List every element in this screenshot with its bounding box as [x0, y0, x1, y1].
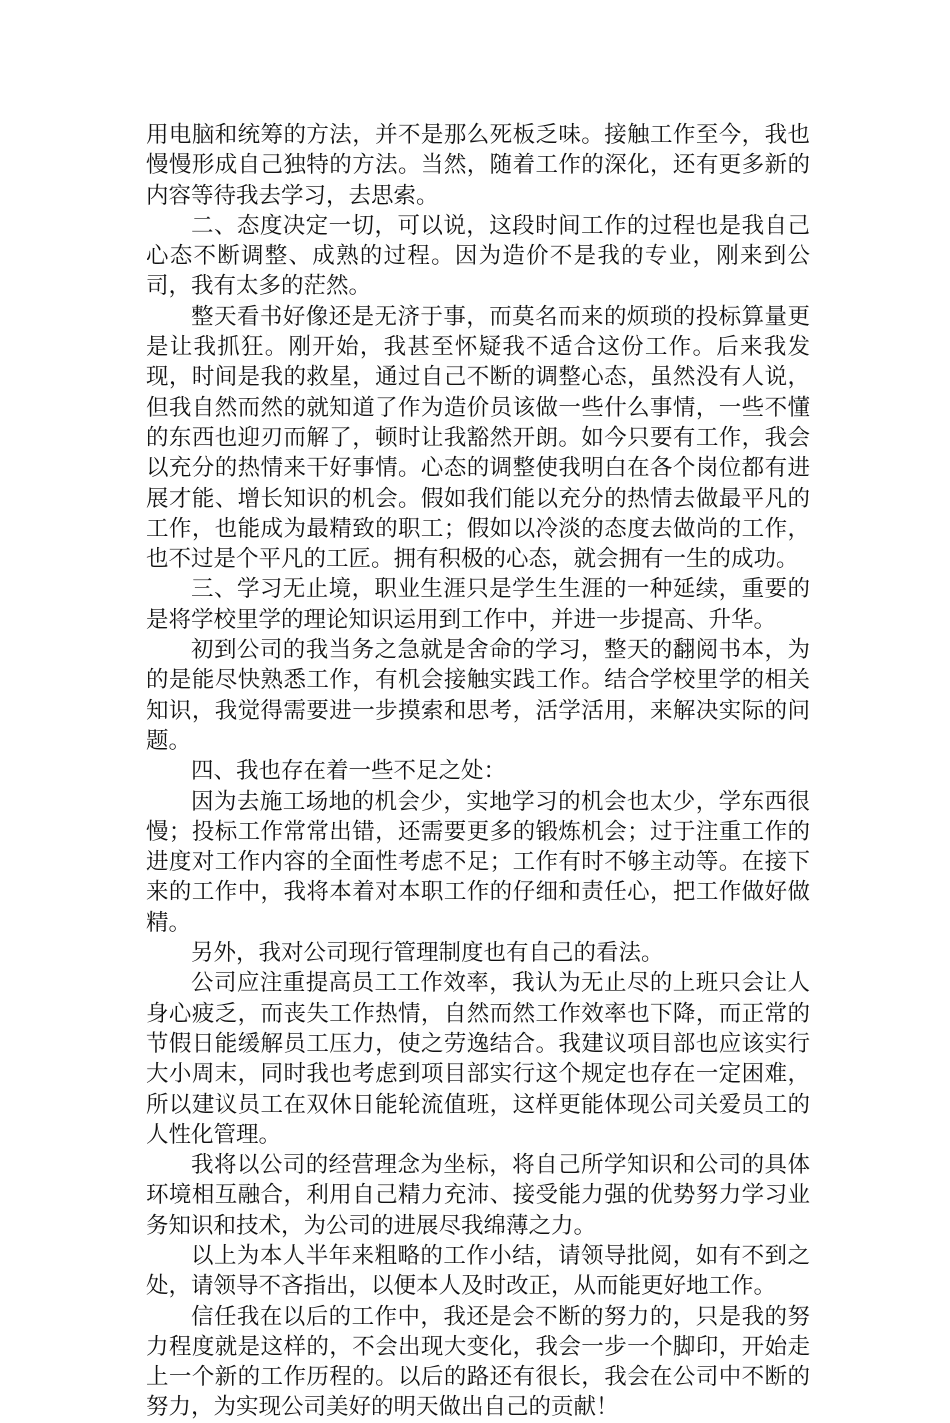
- paragraph-7: 因为去施工场地的机会少，实地学习的机会也太少，学东西很慢；投标工作常常出错，还需要更多的锻炼机会；过于注重工作的进度对工作内容的全面性考虑不足；工作有时不够主动等。在接下来的工作中，我将本着对本职工作的仔细和责任心，把工作做好做精。: [146, 788, 810, 936]
- paragraph-9: 公司应注重提高员工工作效率，我认为无止尽的上班只会让人身心疲乏，而丧失工作热情，自然而然工作效率也下降，而正常的节假日能缓解员工压力，使之劳逸结合。我建议项目部也应该实行大小周末，同时我也考虑到项目部实行这个规定也存在一定困难，所以建议员工在双休日能轮流值班，这样更能体现公司关爱员工的人性化管理。: [146, 970, 810, 1148]
- document-body: [146, 120, 810, 1423]
- paragraph-3: 整天看书好像还是无济于事，而莫名而来的烦琐的投标算量更是让我抓狂。刚开始，我甚至怀疑我不适合这份工作。后来我发现，时间是我的救星，通过自己不断的调整心态，虽然没有人说，但我自然而然的就知道了作为造价员该做一些什么事情，一些不懂的东西也迎刃而解了，顿时让我豁然开朗。如今只要有工作，我会以充分的热情来干好事情。心态的调整使我明白在各个岗位都有进展才能、增长知识的机会。假如我们能以充分的热情去做最平凡的工作，也能成为最精致的职工；假如以冷淡的态度去做尚的工作，也不过是个平凡的工匠。拥有积极的心态，就会拥有一生的成功。: [146, 303, 810, 573]
- paragraph-2: 二、态度决定一切，可以说，这段时间工作的过程也是我自己心态不断调整、成熟的过程。因为造价不是我的专业，刚来到公司，我有太多的茫然。: [146, 212, 810, 300]
- paragraph-8: 另外，我对公司现行管理制度也有自己的看法。: [191, 940, 664, 967]
- paragraph-10: 我将以公司的经营理念为坐标，将自己所学知识和公司的具体环境相互融合，利用自己精力充沛、接受能力强的优势努力学习业务知识和技术，为公司的进展尽我绵薄之力。: [146, 1152, 810, 1239]
- paragraph-11: 以上为本人半年来粗略的工作小结，请领导批阅，如有不到之处，请领导不吝指出，以便本人及时改正，从而能更好地工作。: [146, 1242, 810, 1300]
- paragraph-6: 四、我也存在着一些不足之处：: [191, 758, 507, 785]
- paragraph-4: 三、学习无止境，职业生涯只是学生生涯的一种延续，重要的是将学校里学的理论知识运用到工作中，并进一步提高、升华。: [146, 576, 810, 633]
- paragraph-12: 信任我在以后的工作中，我还是会不断的努力的，只是我的努力程度就是这样的，不会出现大变化，我会一步一个脚印，开始走上一个新的工作历程的。以后的路还有很长，我会在公司中不断的努力，为实现公司美好的明天做出自己的贡献！: [146, 1303, 810, 1421]
- paragraph-5: 初到公司的我当务之急就是舍命的学习，整天的翻阅书本，为的是能尽快熟悉工作，有机会接触实践工作。结合学校里学的相关知识，我觉得需要进一步摸索和思考，活学活用，来解决实际的问题。: [146, 637, 810, 754]
- paragraph-1: 用电脑和统筹的方法，并不是那么死板乏味。接触工作至今，我也慢慢形成自己独特的方法。当然，随着工作的深化，还有更多新的内容等待我去学习，去思索。: [146, 122, 810, 209]
